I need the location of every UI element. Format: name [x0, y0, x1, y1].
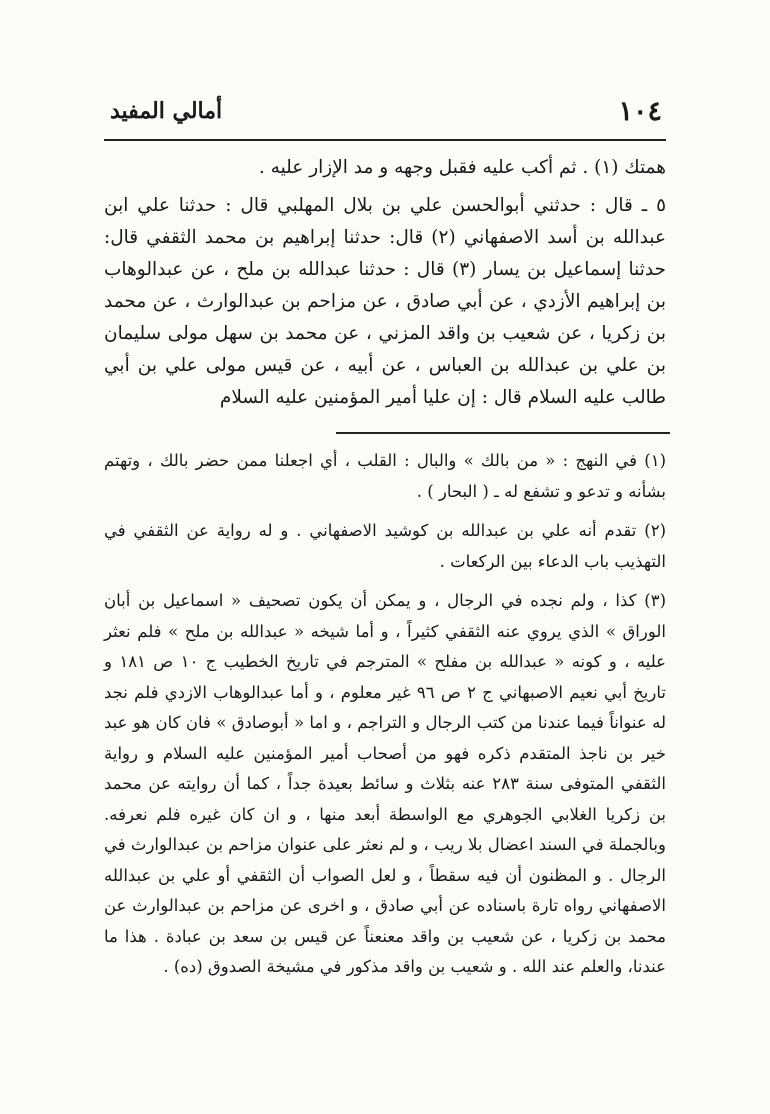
footnote-2: (٢) تقدم أنه علي بن عبدالله بن كوشيد الاصفهاني . و له رواية عن الثقفي في التهذيب باب الدعاء بين الركعات .: [104, 521, 666, 571]
main-text: [104, 152, 666, 414]
book-title: أمالي المفيد: [110, 98, 223, 124]
continuation-paragraph: همتك (١) . ثم أكب عليه فقبل وجهه و مد الإزار عليه .: [258, 157, 666, 178]
footnote-separator: [336, 432, 670, 434]
page-number: ١٠٤: [618, 96, 662, 127]
header-rule: [104, 139, 666, 141]
page-header: [104, 96, 666, 136]
footnote-3: (٣) كذا ، ولم نجده في الرجال ، و يمكن أن يكون تصحيف « اسماعيل بن أبان الوراق » الذي يروي عنه الثقفي كثيراً ، و أما شيخه « عبدالله بن ملح » فلم نعثر عليه ، و كونه « عبدالله بن مفلح » المترجم في تاريخ الخطيب ج ١٠ ص ١٨١ و تاريخ أبي نعيم الاصبهاني ج ٢ ص ٩٦ غير معلوم ، و أما عبدالوهاب الازدي فلم نجد له عنواناً فيما عندنا من كتب الرجال و التراجم ، و اما « أبوصادق » فان كان هو عبد خير بن ناجذ المتقدم ذكره فهو من أصحاب أمير المؤمنين عليه السلام و رواية الثقفي المتوفى سنة ٢٨٣ عنه بثلاث و سائط بعيدة جداً ، كما أن روايته عن محمد بن زكريا الغلابي الجوهري مع الواسطة أبعد منها ، و ان كان غيره فلم نعرفه. وبالجملة في السند اعضال بلا ريب ، و لم نعثر على عنوان مزاحم بن عبدالوارث في الرجال . و المظنون أن فيه سقطاً ، و لعل الصواب أن الثقفي أو علي بن عبدالله الاصفهاني رواه تارة باسناده عن أبي صادق ، و اخرى عن مزاحم بن عبدالوارث عن محمد بن زكريا ، عن شعيب بن واقد معنعناً عن قيس بن سعد بن عبادة . هذا ما عندنا، والعلم عند الله . و شعيب بن واقد مذكور في مشيخة الصدوق (ده) .: [104, 591, 666, 976]
footnotes: [104, 446, 666, 992]
footnote-1: (١) في النهج : « من بالك » والبال : القلب ، أي اجعلنا ممن حضر بالك ، وتهتم بشأنه و تدعو و تشفع له ـ ( البحار ) .: [104, 451, 666, 501]
narration-paragraph: ٥ ـ قال : حدثني أبوالحسن علي بن بلال المهلبي قال : حدثنا علي ابن عبدالله بن أسد الاصفهاني (٢) قال: حدثنا إبراهيم بن محمد الثقفي قال: حدثنا إسماعيل بن يسار (٣) قال : حدثنا عبدالله بن ملح ، عن عبدالوهاب بن إبراهيم الأزدي ، عن أبي صادق ، عن مزاحم بن عبدالوارث ، عن محمد بن زكريا ، عن شعيب بن واقد المزني ، عن محمد بن سهل مولى سليمان بن علي بن عبدالله بن العباس ، عن أبيه ، عن قيس مولى علي بن أبي طالب عليه السلام قال : إن عليا أمير المؤمنين عليه السلام: [104, 195, 667, 408]
